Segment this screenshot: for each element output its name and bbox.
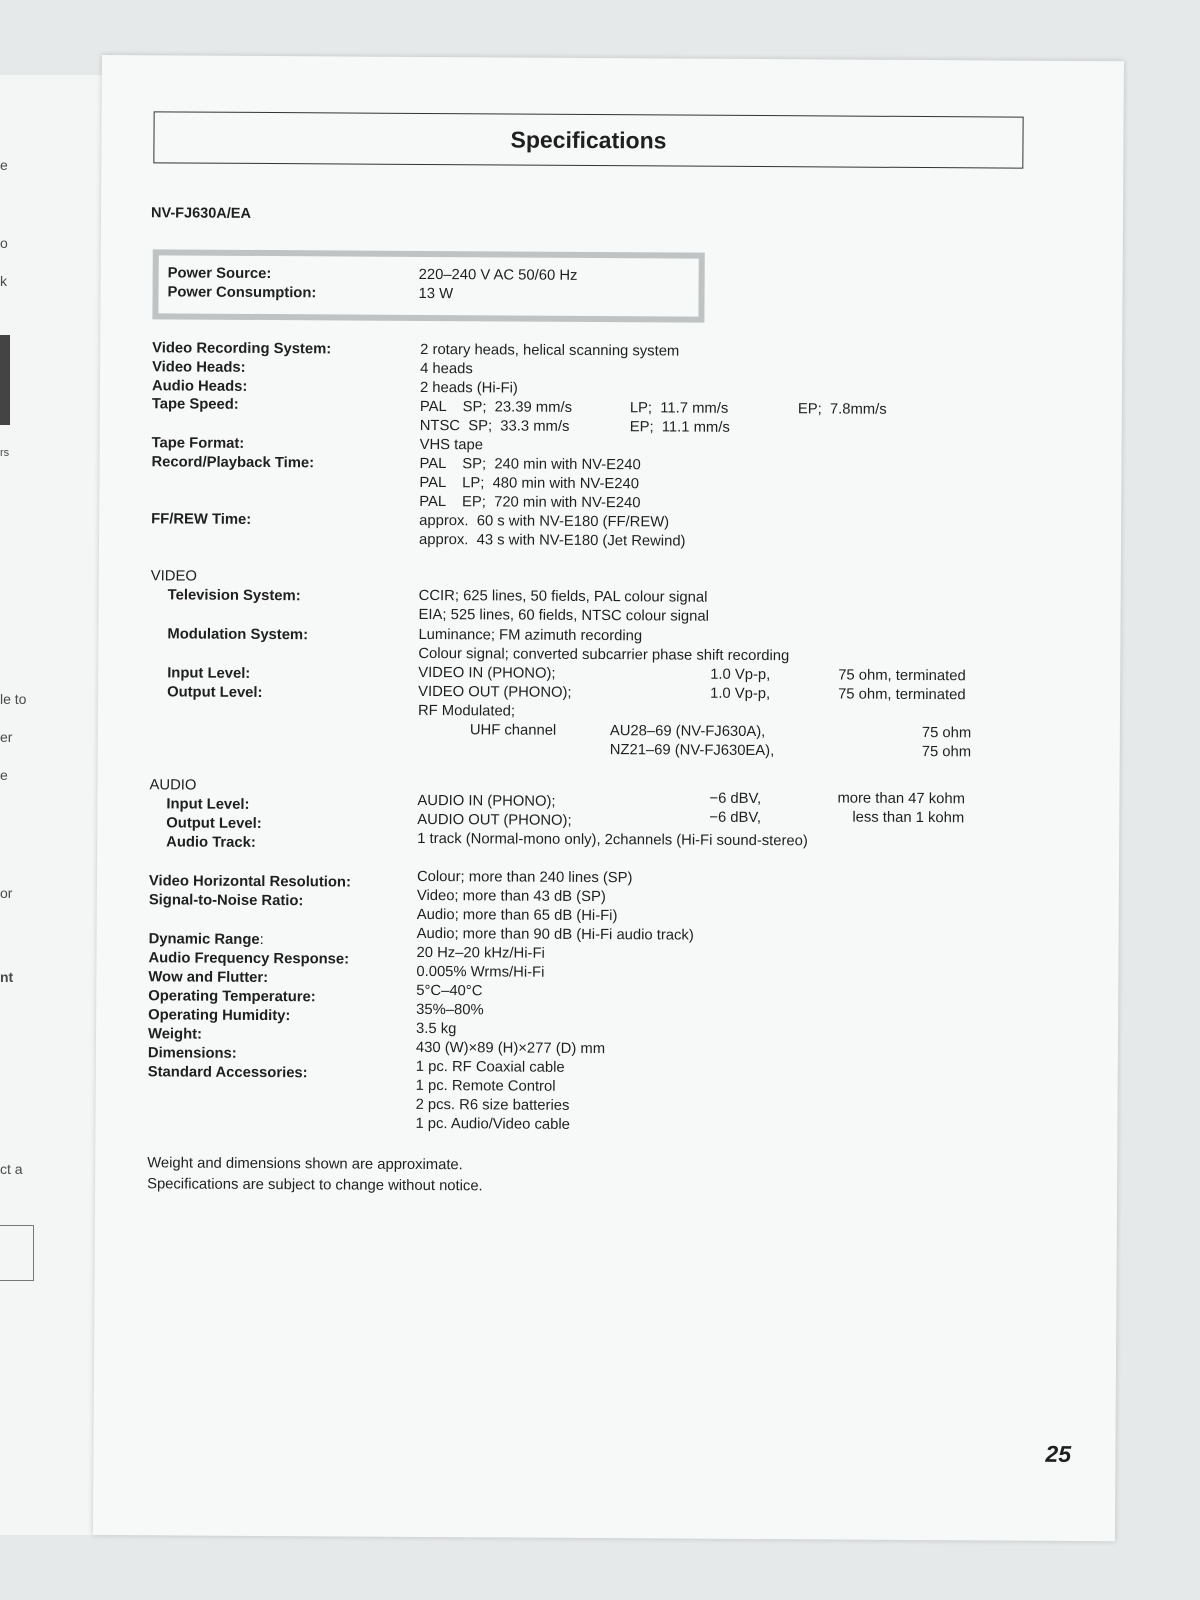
spec-value: 2 pcs. R6 size batteries bbox=[415, 1096, 570, 1114]
power-source-value: 220–240 V AC 50/60 Hz bbox=[418, 266, 578, 284]
spec-value: 75 ohm bbox=[921, 744, 972, 761]
left-page-text: nt bbox=[0, 969, 14, 985]
left-page-text: e bbox=[0, 767, 8, 783]
left-page-image bbox=[0, 335, 10, 425]
spec-value: VIDEO IN (PHONO); bbox=[418, 664, 556, 682]
spec-value: PAL EP; 720 min with NV-E240 bbox=[419, 493, 641, 512]
spec-value: −6 dBV, bbox=[709, 790, 762, 808]
spec-label: Television System: bbox=[167, 587, 301, 605]
spec-label: Modulation System: bbox=[167, 626, 309, 644]
spec-label bbox=[149, 931, 264, 948]
spec-value: −6 dBV, bbox=[709, 809, 762, 827]
spec-value: 1 pc. Audio/Video cable bbox=[415, 1115, 570, 1133]
spec-value: more than 47 kohm bbox=[837, 790, 966, 808]
spec-label: Operating Temperature: bbox=[148, 988, 316, 1006]
spec-value: Audio; more than 65 dB (Hi-Fi) bbox=[416, 906, 618, 925]
spec-value: PAL SP; 240 min with NV-E240 bbox=[419, 455, 641, 474]
spec-value: 2 rotary heads, helical scanning system bbox=[420, 341, 680, 360]
spec-label: Record/Playback Time: bbox=[151, 454, 315, 472]
spec-value: AUDIO IN (PHONO); bbox=[417, 792, 556, 810]
spec-value: PAL LP; 480 min with NV-E240 bbox=[419, 474, 640, 493]
spec-label: Output Level: bbox=[166, 815, 262, 832]
dynamic-range-label: Dynamic Range bbox=[148, 931, 260, 948]
spec-value: Colour signal; converted subcarrier phase shift recording bbox=[418, 645, 790, 665]
footer-note: Specifications are subject to change without notice. bbox=[147, 1176, 483, 1195]
left-page-text: ct a bbox=[0, 1161, 23, 1177]
left-page-text: or bbox=[0, 885, 13, 901]
left-page-text: er bbox=[0, 729, 13, 745]
spec-value: 35%–80% bbox=[416, 1001, 484, 1019]
spec-value: CCIR; 625 lines, 50 fields, PAL colour signal bbox=[418, 587, 708, 606]
footer-note: Weight and dimensions shown are approximate. bbox=[147, 1155, 463, 1174]
spec-value: AUDIO OUT (PHONO); bbox=[417, 811, 572, 829]
spec-label: Audio Heads: bbox=[151, 378, 248, 395]
spec-label: Video Recording System: bbox=[152, 340, 332, 358]
spec-label: Video Heads: bbox=[152, 359, 246, 376]
section-heading-audio: AUDIO bbox=[149, 777, 197, 794]
spec-value: VHS tape bbox=[419, 436, 484, 454]
spec-value: NTSC SP; 33.3 mm/s bbox=[419, 417, 570, 435]
left-page-text: rs bbox=[0, 447, 10, 459]
spec-label: Input Level: bbox=[166, 796, 250, 813]
spec-value: 75 ohm, terminated bbox=[838, 667, 966, 685]
spec-value: approx. 43 s with NV-E180 (Jet Rewind) bbox=[418, 531, 686, 550]
spec-value: 1 track (Normal-mono only), 2channels (Hi-Fi sound-stereo) bbox=[417, 830, 808, 850]
spec-value: EIA; 525 lines, 60 fields, NTSC colour signal bbox=[418, 606, 709, 625]
spec-label: Wow and Flutter: bbox=[148, 969, 269, 987]
spec-value: AU28–69 (NV-FJ630A), bbox=[609, 723, 766, 741]
spec-label: Weight: bbox=[147, 1026, 203, 1043]
dynamic-range-colon: : bbox=[259, 931, 264, 949]
spec-label: Tape Speed: bbox=[151, 396, 239, 413]
spec-value: 75 ohm bbox=[921, 725, 972, 742]
spec-value: 3.5 kg bbox=[416, 1020, 457, 1038]
spec-value: RF Modulated; bbox=[417, 702, 516, 720]
spec-value: 1 pc. RF Coaxial cable bbox=[415, 1058, 565, 1076]
section-heading-video: VIDEO bbox=[150, 568, 197, 585]
spec-label: Audio Frequency Response: bbox=[148, 950, 350, 968]
left-page-text: o bbox=[0, 235, 8, 251]
spec-value: EP; 11.1 mm/s bbox=[629, 419, 730, 436]
model-number: NV-FJ630A/EA bbox=[150, 205, 252, 222]
title-box bbox=[153, 111, 1023, 168]
spec-label: Audio Track: bbox=[166, 834, 256, 851]
spec-value: 75 ohm, terminated bbox=[838, 686, 966, 704]
spec-label: Tape Format: bbox=[151, 435, 245, 452]
left-page-text: e bbox=[0, 157, 8, 173]
power-consumption-label: Power Consumption: bbox=[167, 284, 317, 302]
power-consumption-value: 13 W bbox=[418, 285, 454, 303]
spec-label: Operating Humidity: bbox=[148, 1007, 291, 1025]
spec-value: Audio; more than 90 dB (Hi-Fi audio track) bbox=[416, 925, 694, 944]
left-page-text: k bbox=[0, 273, 7, 289]
spec-value: approx. 60 s with NV-E180 (FF/REW) bbox=[419, 512, 670, 531]
spec-label: Input Level: bbox=[167, 665, 251, 682]
spec-value: 1.0 Vp-p, bbox=[710, 685, 771, 703]
spec-value: 1.0 Vp-p, bbox=[710, 666, 771, 684]
spec-value: 1 pc. Remote Control bbox=[415, 1077, 556, 1095]
spec-value: UHF channel bbox=[469, 722, 557, 739]
spec-label: Signal-to-Noise Ratio: bbox=[148, 892, 304, 910]
spec-value: Video; more than 43 dB (SP) bbox=[416, 887, 606, 906]
spec-label: Output Level: bbox=[167, 684, 263, 701]
spec-value: PAL SP; 23.39 mm/s bbox=[419, 398, 573, 416]
spec-label: Standard Accessories: bbox=[147, 1064, 308, 1082]
spec-value: NZ21–69 (NV-FJ630EA), bbox=[609, 742, 775, 760]
page-number: 25 bbox=[1045, 1440, 1072, 1467]
spec-value: EP; 7.8mm/s bbox=[797, 401, 887, 418]
power-source-label: Power Source: bbox=[167, 265, 272, 283]
spec-value: Colour; more than 240 lines (SP) bbox=[416, 868, 633, 887]
spec-value: 5°C–40°C bbox=[416, 982, 483, 1000]
spec-value: 20 Hz–20 kHz/Hi-Fi bbox=[416, 944, 545, 962]
spec-label: Video Horizontal Resolution: bbox=[148, 873, 351, 891]
page-title: Specifications bbox=[510, 125, 667, 153]
left-page-text: le to bbox=[0, 691, 27, 707]
spec-label: Dimensions: bbox=[147, 1045, 237, 1062]
spec-value: VIDEO OUT (PHONO); bbox=[418, 683, 572, 701]
spec-label: FF/REW Time: bbox=[151, 511, 252, 528]
spec-value: LP; 11.7 mm/s bbox=[629, 400, 729, 417]
spec-value: 4 heads bbox=[420, 360, 473, 378]
spec-value: 0.005% Wrms/Hi-Fi bbox=[416, 963, 545, 981]
specifications-page bbox=[93, 55, 1124, 1541]
spec-value: 2 heads (Hi-Fi) bbox=[419, 379, 518, 397]
spec-value: 430 (W)×89 (H)×277 (D) mm bbox=[415, 1039, 606, 1058]
spec-value: less than 1 kohm bbox=[852, 809, 965, 827]
spec-value: Luminance; FM azimuth recording bbox=[418, 626, 643, 645]
left-page-box bbox=[0, 1225, 34, 1281]
